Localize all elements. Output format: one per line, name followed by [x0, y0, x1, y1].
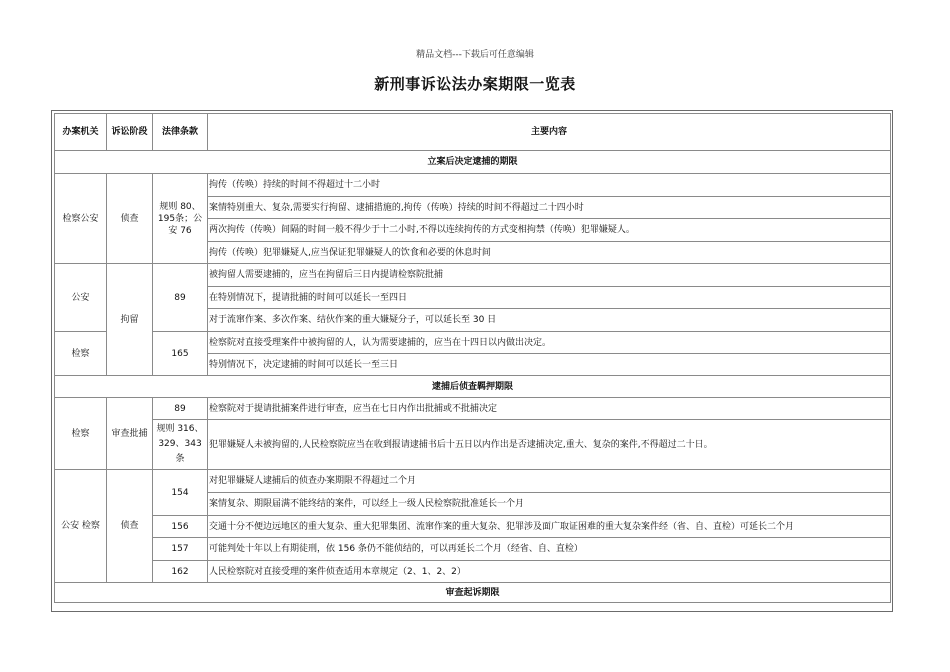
table-row [55, 264, 891, 287]
deadline-table-frame [51, 110, 893, 612]
content-cell: 人民检察院对直接受理的案件侦查适用本章规定（2、1、2、2） [208, 561, 891, 583]
stage-cell: 侦查 [107, 470, 153, 583]
table-row [55, 420, 891, 470]
stage-cell: 拘留 [107, 264, 153, 376]
table-row [55, 538, 891, 561]
article-cell: 154 [153, 470, 208, 516]
deadline-table [54, 113, 891, 603]
article-cell: 165 [153, 332, 208, 376]
content-cell: 特别情况下，决定逮捕的时间可以延长一至三日 [208, 354, 891, 376]
table-row [55, 516, 891, 538]
section-row [55, 376, 891, 398]
content-cell: 拘传（传唤）犯罪嫌疑人,应当保证犯罪嫌疑人的饮食和必要的休息时间 [208, 242, 891, 264]
col-header-stage: 诉讼阶段 [107, 114, 153, 151]
article-cell: 规则 80、195条；公安 76 [153, 174, 208, 264]
section-title-prosecution-review: 审查起诉期限 [55, 583, 891, 603]
content-cell: 犯罪嫌疑人未被拘留的,人民检察院应当在收到报请逮捕书后十五日以内作出是否逮捕决定,重大、复杂的案件,不得超过二十日。 [208, 420, 891, 470]
content-cell: 被拘留人需要逮捕的，应当在拘留后三日内提请检察院批捕 [208, 264, 891, 287]
article-cell: 162 [153, 561, 208, 583]
table-row [55, 561, 891, 583]
content-cell: 在特别情况下，提请批捕的时间可以延长一至四日 [208, 287, 891, 309]
content-cell: 检察院对直接受理案件中被拘留的人，认为需要逮捕的，应当在十四日以内做出决定。 [208, 332, 891, 354]
organ-cell: 检察公安 [55, 174, 107, 264]
content-cell: 对犯罪嫌疑人逮捕后的侦查办案期限不得超过二个月 [208, 470, 891, 493]
section-title-custody-period: 逮捕后侦查羁押期限 [55, 376, 891, 398]
content-cell: 对于流窜作案、多次作案、结伙作案的重大嫌疑分子，可以延长至 30 日 [208, 309, 891, 332]
organ-cell: 公安 检察 [55, 470, 107, 583]
col-header-article: 法律条款 [153, 114, 208, 151]
table-header-row [55, 114, 891, 151]
content-cell: 交通十分不便边远地区的重大复杂、重大犯罪集团、流窜作案的重大复杂、犯罪涉及面广取证困难的重大复杂案件经（省、自、直检）可延长二个月 [208, 516, 891, 538]
table-row [55, 470, 891, 493]
stage-cell: 审查批捕 [107, 398, 153, 470]
content-cell: 可能判处十年以上有期徒刑，依 156 条仍不能侦结的，可以再延长二个月（经省、自、直检） [208, 538, 891, 561]
table-row [55, 398, 891, 420]
article-cell: 规则 316、329、343 条 [153, 420, 208, 470]
stage-cell: 侦查 [107, 174, 153, 264]
section-row [55, 151, 891, 174]
header-note: 精品文档---下载后可任意编辑 [416, 50, 534, 60]
table-row [55, 332, 891, 354]
content-cell: 案情复杂、期限届满不能终结的案件，可以经上一级人民检察院批准延长一个月 [208, 493, 891, 516]
content-cell: 检察院对于提请批捕案件进行审查，应当在七日内作出批捕或不批捕决定 [208, 398, 891, 420]
content-cell: 拘传（传唤）持续的时间不得超过十二小时 [208, 174, 891, 197]
organ-cell: 检察 [55, 398, 107, 470]
organ-cell: 检察 [55, 332, 107, 376]
col-header-organ: 办案机关 [55, 114, 107, 151]
content-cell: 两次拘传（传唤）间隔的时间一般不得少于十二小时,不得以连续拘传的方式变相拘禁（传唤）犯罪嫌疑人。 [208, 219, 891, 242]
col-header-content: 主要内容 [208, 114, 891, 151]
section-title-arrest-decision: 立案后决定逮捕的期限 [55, 151, 891, 174]
article-cell: 156 [153, 516, 208, 538]
article-cell: 157 [153, 538, 208, 561]
content-cell: 案情特别重大、复杂,需要实行拘留、逮捕措施的,拘传（传唤）持续的时间不得超过二十四小时 [208, 197, 891, 219]
section-row [55, 583, 891, 603]
organ-cell: 公安 [55, 264, 107, 332]
document-title: 新刑事诉讼法办案期限一览表 [374, 75, 576, 93]
article-cell: 89 [153, 398, 208, 420]
table-row [55, 174, 891, 197]
article-cell: 89 [153, 264, 208, 332]
